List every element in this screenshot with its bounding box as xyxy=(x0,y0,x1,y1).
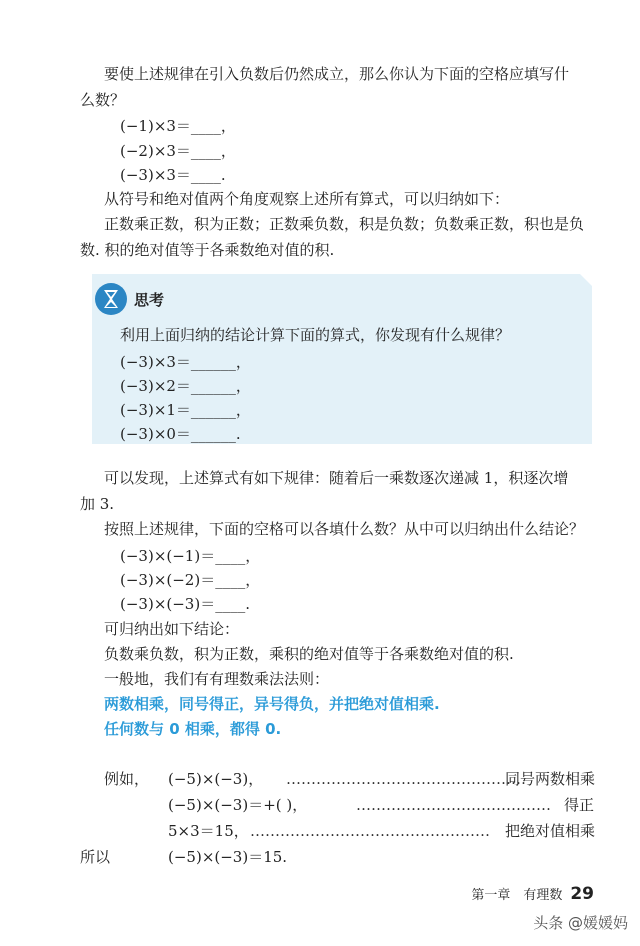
think-prompt: 利用上面归纳的结论计算下面的算式，你发现有什么规律？ xyxy=(120,326,511,344)
pattern-equation-1: (−3)×(−1)＝____， xyxy=(120,547,261,565)
so-label: 所以 xyxy=(80,848,111,866)
example-result: (−5)×(−3)＝15. xyxy=(168,848,288,866)
watermark: 头条 @媛媛妈 xyxy=(533,914,628,932)
summary-line-2: 正数乘正数，积为正数；正数乘负数，积是负数；负数乘正数，积也是负 xyxy=(104,215,585,233)
pattern-equation-3: (−3)×(−3)＝____. xyxy=(120,595,250,613)
example-row-1-leader: ………………………………………… xyxy=(286,770,526,788)
intro-line-1: 要使上述规律在引入负数后仍然成立，那么你认为下面的空格应填写什 xyxy=(104,65,570,83)
example-row-1-expression: (−5)×(−3)， xyxy=(168,770,264,788)
intro-equation-2: (−2)×3＝____， xyxy=(120,142,236,160)
page-number: 29 xyxy=(570,884,594,904)
think-equation-1: (−3)×3＝______， xyxy=(120,353,251,371)
intro-line-2: 么数？ xyxy=(80,91,126,109)
example-row-2-expression: (−5)×(−3)＝+( )， xyxy=(168,796,308,814)
conclusion-line-3: 一般地，我们有有理数乘法法则： xyxy=(104,670,330,688)
page-footer xyxy=(471,884,594,904)
summary-line-1: 从符号和绝对值两个角度观察上述所有算式，可以归纳如下： xyxy=(104,190,510,208)
rule-1: 两数相乘，同号得正，异号得负，并把绝对值相乘. xyxy=(104,695,440,713)
example-row-3-note: 把绝对值相乘 xyxy=(505,822,596,840)
chapter-label: 第一章 有理数 xyxy=(471,888,563,903)
think-title: 思考 xyxy=(134,291,165,309)
intro-equation-3: (−3)×3＝____. xyxy=(120,166,226,184)
conclusion-line-2: 负数乘负数，积为正数，乘积的绝对值等于各乘数绝对值的积. xyxy=(104,645,514,663)
intro-equation-1: (−1)×3＝____， xyxy=(120,117,236,135)
pattern-equation-2: (−3)×(−2)＝____， xyxy=(120,571,261,589)
think-equation-3: (−3)×1＝______， xyxy=(120,401,251,419)
example-row-3-leader: ………………………………………… xyxy=(250,822,490,840)
think-equation-2: (−3)×2＝______， xyxy=(120,377,251,395)
rule-2: 任何数与 0 相乘，都得 0. xyxy=(104,720,282,738)
example-row-3-expression: 5×3＝15， xyxy=(168,822,249,840)
example-row-2-leader: ………………………………… xyxy=(356,796,551,814)
conclusion-line-1: 可归纳出如下结论： xyxy=(104,620,240,638)
summary-line-3: 数. 积的绝对值等于各乘数绝对值的积. xyxy=(80,241,335,259)
think-equation-4: (−3)×0＝______. xyxy=(120,425,241,443)
pattern-line-3: 按照上述规律，下面的空格可以各填什么数？从中可以归纳出什么结论？ xyxy=(104,520,585,538)
think-box-corner xyxy=(580,274,592,286)
hourglass-icon xyxy=(94,282,128,316)
pattern-line-2: 加 3. xyxy=(80,495,115,513)
example-label: 例如， xyxy=(104,770,150,788)
pattern-line-1: 可以发现，上述算式有如下规律：随着后一乘数逐次递减 1，积逐次增 xyxy=(104,469,569,487)
example-row-2-note: 得正 xyxy=(564,796,595,814)
example-row-1-note: 同号两数相乘 xyxy=(505,770,596,788)
